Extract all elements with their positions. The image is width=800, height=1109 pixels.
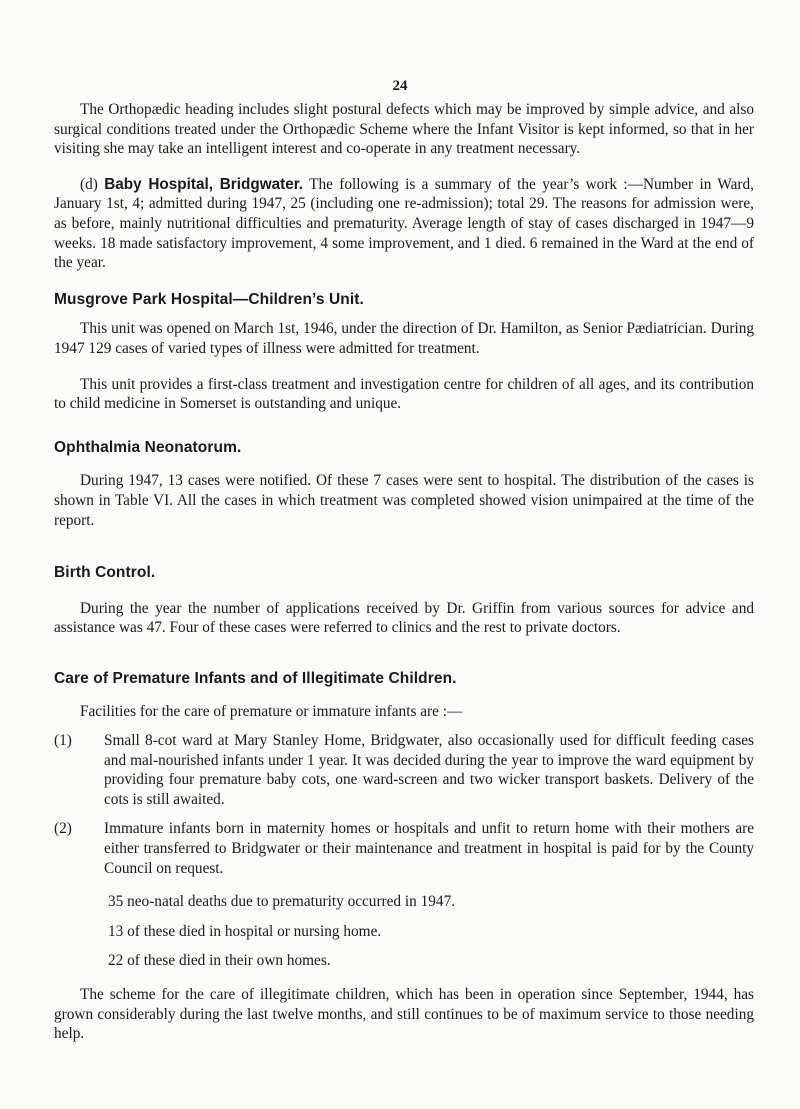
facility-item xyxy=(54,819,754,878)
facility-item-label: (2) xyxy=(54,820,72,838)
birth-control-heading: Birth Control. xyxy=(54,564,156,582)
premature-heading: Care of Premature Infants and of Illegitimate Children. xyxy=(54,669,457,687)
ophthalmia-paragraph: During 1947, 13 cases were notified. Of these 7 cases were sent to hospital. The distribution of the cases is shown in Table VI. All the cases in which treatment was completed showed vision unimpaired at the time of the report. xyxy=(54,472,754,529)
orthopaedic-paragraph: The Orthopædic heading includes slight postural defects which may be improved by simple advice, and also surgical conditions treated under the Orthopædic Scheme where the Infant Visitor is kept informed, so that in her visiting she may take an intelligent interest and co-operate in any treatment necessary. xyxy=(54,101,754,158)
baby-hospital-label: (d) xyxy=(80,175,98,193)
facility-item-text: Immature infants born in maternity homes or hospitals and unfit to return home with their mothers are either transferred to Bridgwater or their maintenance and treatment in hospital is paid for by the County Council on request. xyxy=(104,820,754,877)
facility-item-label: (1) xyxy=(54,732,72,750)
musgrove-heading: Musgrove Park Hospital—Children’s Unit. xyxy=(54,290,364,308)
illegitimate-scheme-paragraph: The scheme for the care of illegitimate children, which has been in operation since September, 1944, has grown considerably during the last twelve months, and still continues to be of maximum service to those needing help. xyxy=(54,986,754,1043)
musgrove-paragraph-2: This unit provides a first-class treatment and investigation centre for children of all ages, and its contribution to child medicine in Somerset is outstanding and unique. xyxy=(54,375,754,413)
facility-item-text: Small 8-cot ward at Mary Stanley Home, Bridgwater, also occasionally used for difficult feeding cases and mal-nourished infants under 1 year. It was decided during the year to improve the ward equipment by providing four premature baby cots, one ward-screen and two wicker transport baskets. Delivery of the cots is still awaited. xyxy=(104,732,754,808)
facility-item xyxy=(54,731,754,809)
baby-hospital-paragraph xyxy=(54,175,754,273)
stat-line: 13 of these died in hospital or nursing home. xyxy=(108,922,382,940)
stat-line: 35 neo-natal deaths due to prematurity occurred in 1947. xyxy=(108,893,456,911)
baby-hospital-title: Baby Hospital, Bridgwater. xyxy=(104,175,304,193)
stat-line: 22 of these died in their own homes. xyxy=(108,952,331,970)
page-content xyxy=(54,100,754,1044)
page-number: 24 xyxy=(392,78,408,94)
baby-hospital-text: The following is a summary of the year’s work :—Number in Ward, January 1st, 4; admitted during 1947, 25 (including one re-admission); total 29. The reasons for admission were, as before, mainly nutritional difficulties and prematurity. Average length of stay of cases discharged in 1947—9 weeks. 18 made satisfactory improvement, 4 some improvement, and 1 died. 6 remained in the Ward at the end of the year. xyxy=(54,175,754,272)
ophthalmia-heading: Ophthalmia Neonatorum. xyxy=(54,438,242,456)
premature-intro: Facilities for the care of premature or immature infants are :— xyxy=(80,703,463,721)
musgrove-paragraph-1: This unit was opened on March 1st, 1946, under the direction of Dr. Hamilton, as Senior Pædiatrician. During 1947 129 cases of varied types of illness were admitted for treatment. xyxy=(54,320,754,357)
birth-control-paragraph: During the year the number of applications received by Dr. Griffin from various sources for advice and assistance was 47. Four of these cases were referred to clinics and the rest to private doctors. xyxy=(54,599,754,637)
